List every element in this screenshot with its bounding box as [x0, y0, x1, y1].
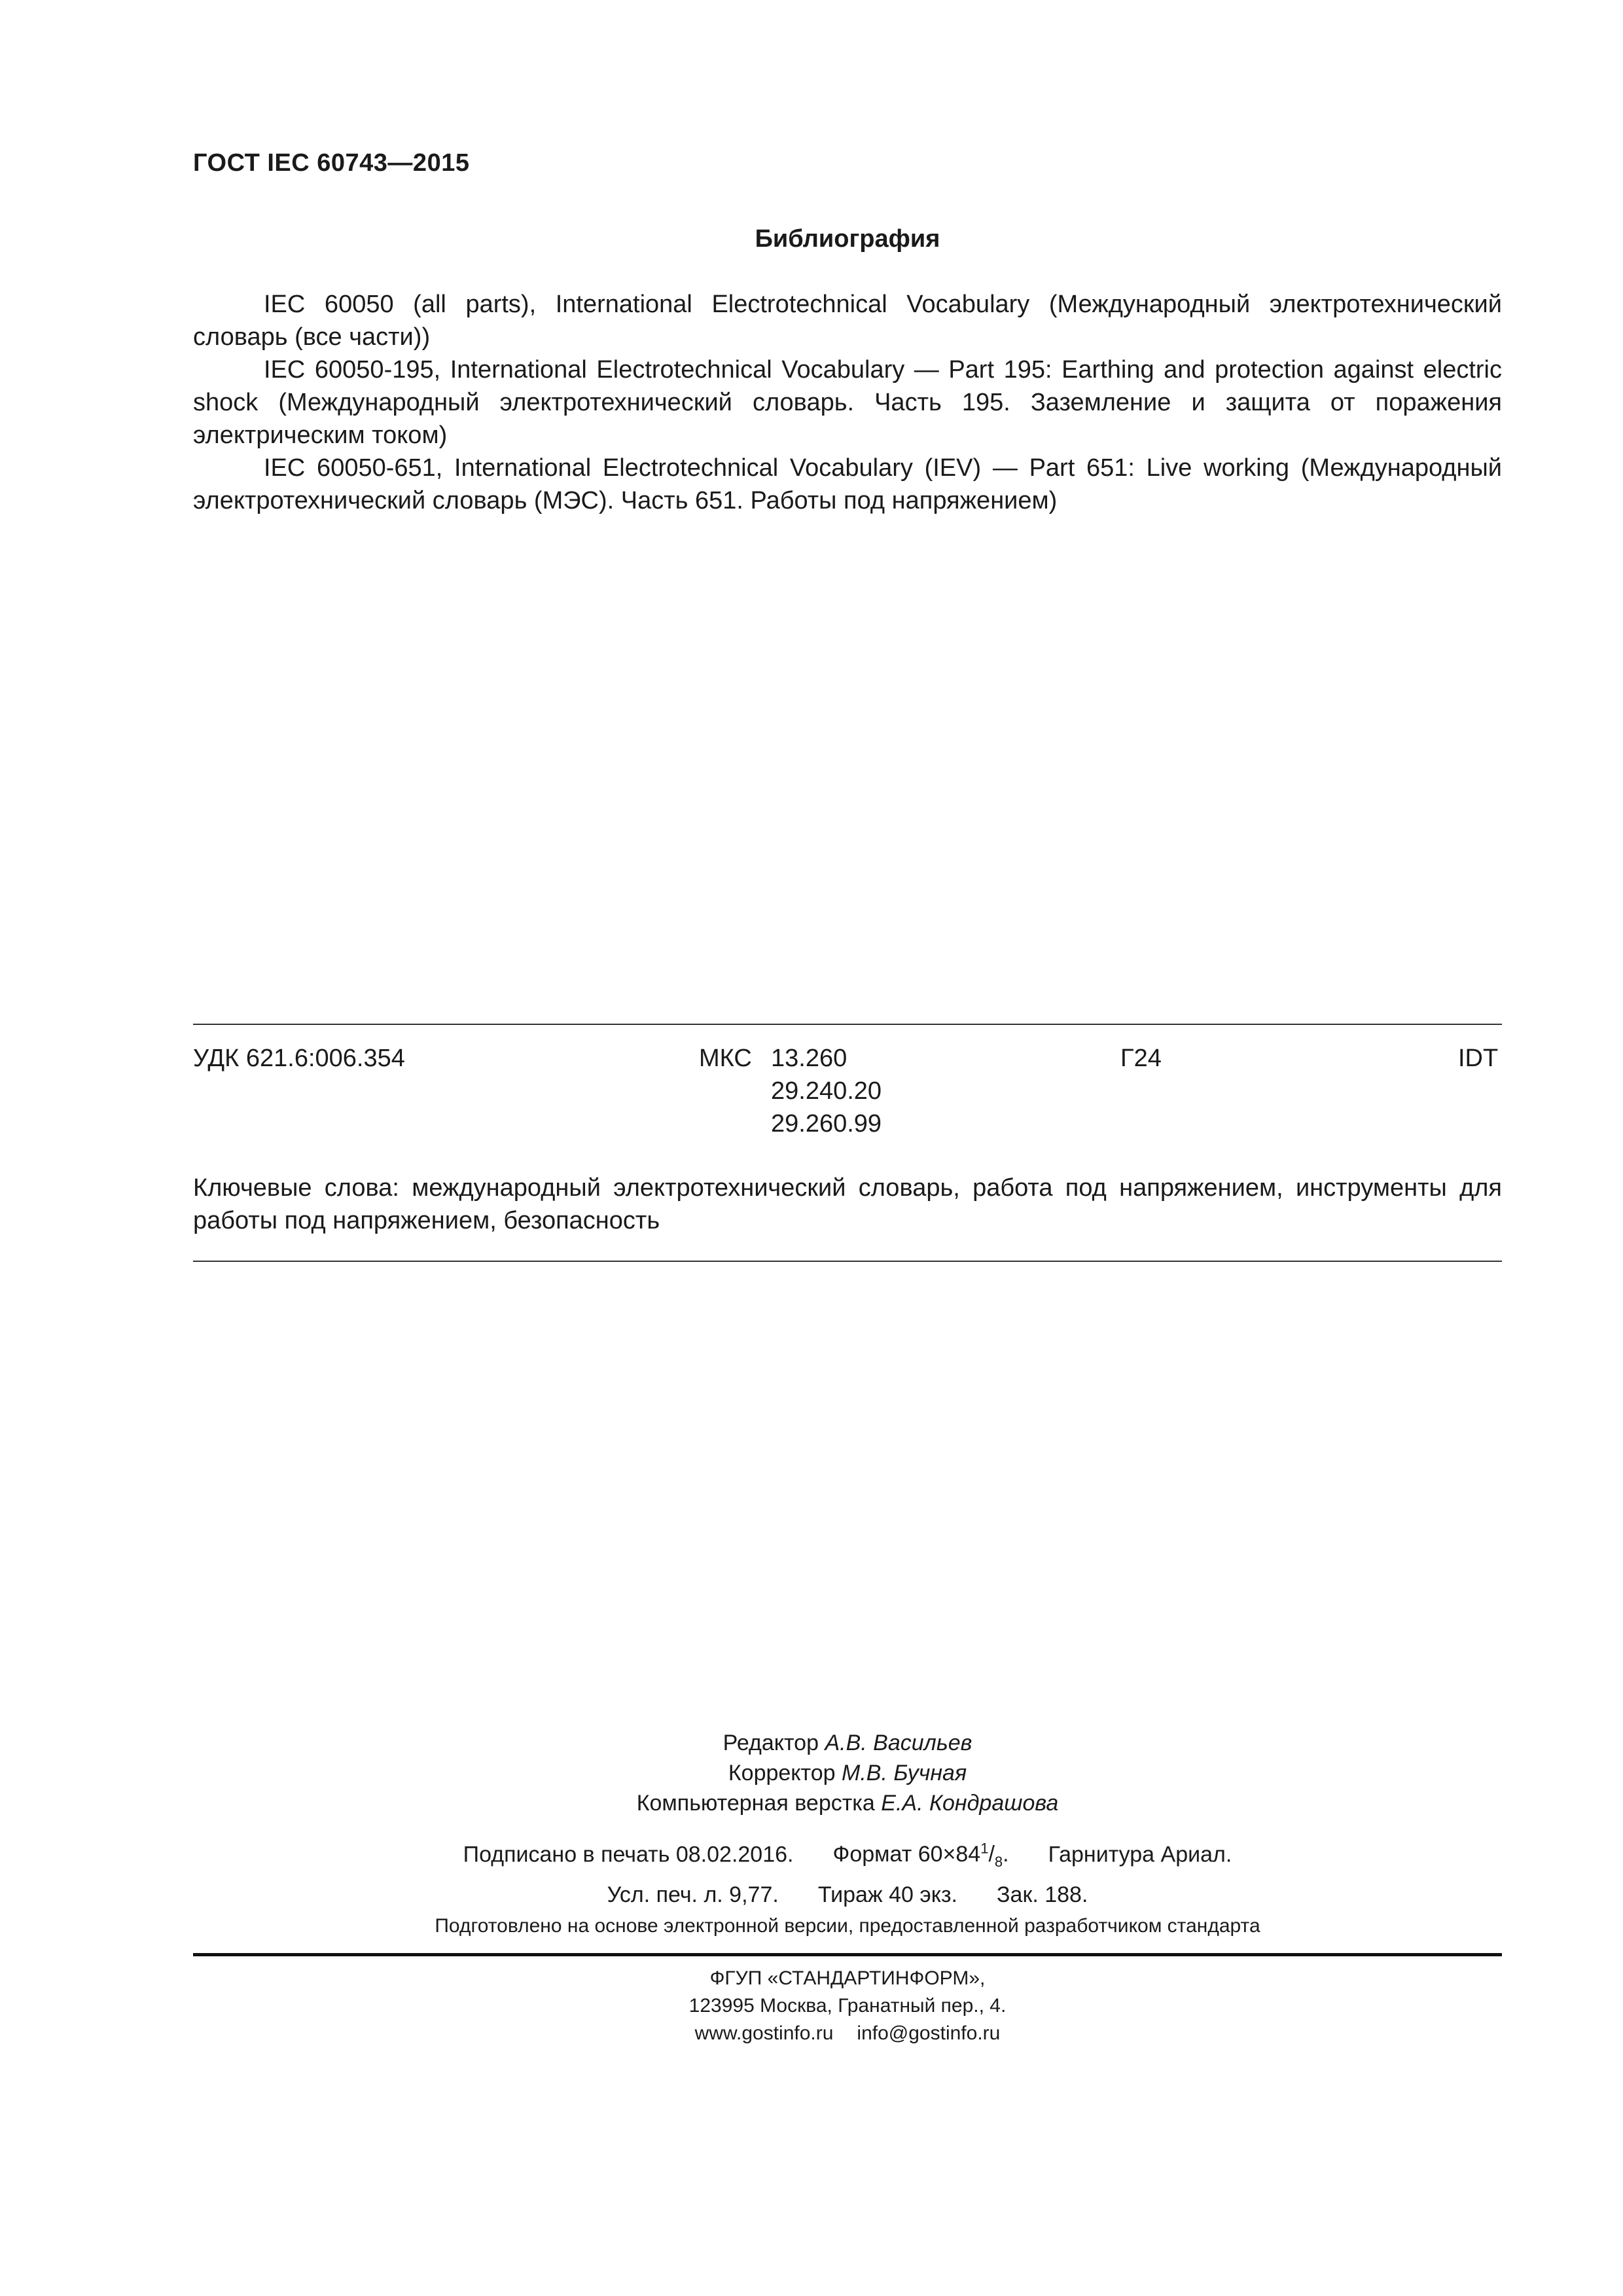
prepared-note: Подготовлено на основе электронной версии, предоставленной разработчиком стандарта	[435, 1915, 1260, 1937]
publisher-website[interactable]: www.gostinfo.ru	[694, 2022, 834, 2044]
layout-line	[193, 1788, 1502, 1818]
paper-format	[832, 1840, 1009, 1871]
publisher-contacts	[193, 2020, 1502, 2047]
mks-label: МКС	[699, 1045, 752, 1072]
divider-line	[193, 1024, 1502, 1025]
paper-format-sup: 1	[980, 1840, 989, 1857]
bibliography-entry: IEC 60050-195, International Electrotechnical Vocabulary — Part 195: Earthing and protection against electric shock (Международный электротехнический словарь. Часть 195. Заземление и защита от поражения электрическим током)	[193, 356, 1502, 449]
keywords-text: Ключевые слова: международный электротехнический словарь, работа под напряжением, инструменты для работы под напряжением, безопасность	[193, 1174, 1502, 1234]
divider-line-thick	[193, 1953, 1502, 1956]
print-info-line-2	[193, 1878, 1502, 1911]
editor-name: А.В. Васильев	[825, 1731, 972, 1755]
paper-format-suffix: .	[1003, 1842, 1009, 1867]
paper-format-slash: /	[988, 1842, 995, 1867]
credits-block	[193, 1728, 1502, 1818]
paper-format-prefix: Формат 60×84	[832, 1842, 981, 1867]
print-info-block	[193, 1833, 1502, 1911]
mks-code: 29.260.99	[771, 1110, 882, 1138]
paper-format-sub: 8	[994, 1854, 1003, 1871]
print-info-line-1	[193, 1833, 1502, 1878]
corrector-name: М.В. Бучная	[842, 1761, 967, 1785]
bibliography-list	[193, 288, 1502, 517]
mks-code: 29.240.20	[771, 1077, 882, 1105]
bibliography-title: Библиография	[755, 225, 940, 253]
bibliography-entry: IEC 60050-651, International Electrotechnical Vocabulary (IEV) — Part 651: Live working (Международный электротехнический словарь (МЭС). Часть 651. Работы под напряжением)	[193, 454, 1502, 514]
print-run: Тираж 40 экз.	[817, 1882, 957, 1908]
publisher-address: 123995 Москва, Гранатный пер., 4.	[688, 1995, 1007, 2017]
editor-role: Редактор	[722, 1731, 819, 1755]
publisher-email[interactable]: info@gostinfo.ru	[857, 2022, 1001, 2044]
layout-role: Компьютерная верстка	[636, 1791, 875, 1816]
mks-codes	[771, 1042, 882, 1140]
corrector-line	[193, 1758, 1502, 1788]
equivalence-code: IDT	[1458, 1045, 1499, 1072]
mks-block	[699, 1042, 882, 1140]
document-code: ГОСТ IEC 60743—2015	[193, 149, 470, 177]
group-code: Г24	[1120, 1045, 1162, 1072]
divider-line	[193, 1261, 1502, 1262]
mks-code: 13.260	[771, 1045, 847, 1072]
bibliography-entry: IEC 60050 (all parts), International Electrotechnical Vocabulary (Международный электротехнический словарь (все части))	[193, 291, 1502, 351]
udk-code: УДК 621.6:006.354	[193, 1045, 405, 1072]
order-number: Зак. 188.	[997, 1882, 1088, 1908]
publisher-name: ФГУП «СТАНДАРТИНФОРМ»,	[709, 1967, 986, 1989]
typeface: Гарнитура Ариал.	[1048, 1842, 1232, 1867]
corrector-role: Корректор	[728, 1761, 836, 1785]
printed-sheets: Усл. печ. л. 9,77.	[607, 1882, 779, 1908]
signed-date: Подписано в печать 08.02.2016.	[463, 1842, 794, 1867]
editor-line	[193, 1728, 1502, 1758]
layout-name: Е.А. Кондрашова	[881, 1791, 1059, 1816]
publisher-block	[193, 1965, 1502, 2047]
